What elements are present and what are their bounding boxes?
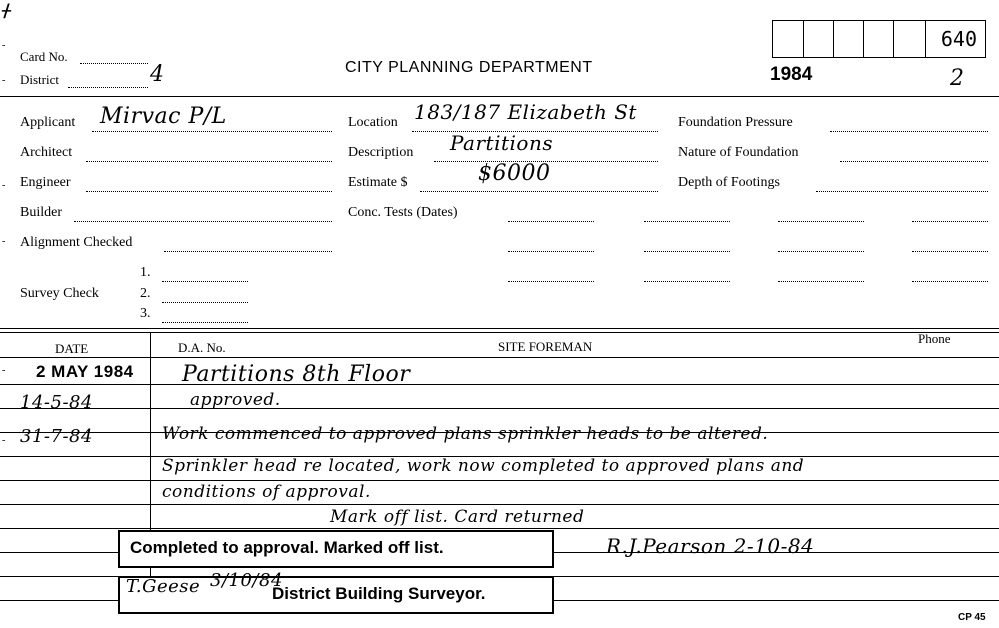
margin-tick: ‑ [2,40,6,51]
survey-num-1: 1. [140,265,151,280]
depth-footings-label: Depth of Footings [678,175,780,190]
year-label: 1984 [770,64,813,85]
row-date: 14-5-84 [20,392,93,413]
estimate-value: $6000 [478,161,551,186]
description-label: Description [348,145,414,160]
applicant-value: Mirvac P/L [100,104,227,129]
row-text: Sprinkler head re located, work now completed to approved plans and [162,456,805,476]
row-text: conditions of approval. [162,482,371,502]
location-value: 183/187 Elizabeth St [414,100,637,124]
date-header: DATE [55,341,89,356]
row-date: 2 MAY 1984 [36,362,134,381]
card-number-box [772,20,986,58]
applicant-label: Applicant [20,115,76,130]
row-text: Partitions 8th Floor [182,362,411,387]
district-line [68,87,148,88]
stamp-line-2: District Building Surveyor. [272,584,486,603]
foreman-header: SITE FOREMAN [498,339,593,354]
alignment-label: Alignment Checked [20,235,133,250]
row-date: 31-7-84 [20,426,93,447]
nature-foundation-label: Nature of Foundation [678,145,799,160]
row-text: approved. [190,390,281,410]
conc-tests-label: Conc. Tests (Dates) [348,205,458,220]
survey-num-3: 3. [140,306,151,321]
da-header: D.A. No. [178,340,226,355]
signature: R.J.Pearson 2-10-84 [606,534,815,558]
survey-num-2: 2. [140,286,151,301]
engineer-label: Engineer [20,175,71,190]
architect-label: Architect [20,145,73,160]
corner-mark: ᚋ [2,0,11,20]
row-text: Mark off list. Card returned [330,507,585,527]
district-label: District [20,72,59,87]
location-label: Location [348,115,398,130]
row-text: Work commenced to approved plans sprinkler heads to be altered. [162,424,769,444]
phone-header: Phone [918,331,951,346]
description-value: Partitions [450,131,554,155]
builder-label: Builder [20,205,62,220]
top-rule [0,96,999,97]
card-no-label: Card No. [20,49,68,64]
stamp-initials: T.Geese [126,576,201,597]
card-number: 640 [940,27,977,51]
survey-label: Survey Check [20,286,99,301]
stamp-date: 3/10/84 [210,570,283,591]
estimate-label: Estimate $ [348,175,408,190]
district-value: 4 [150,62,165,87]
stamp-line-1: Completed to approval. Marked off list. [130,538,444,557]
department-title: CITY PLANNING DEPARTMENT [345,59,593,76]
log-top-rule [0,328,999,329]
foundation-pressure-label: Foundation Pressure [678,115,793,130]
card-no-line [80,63,148,64]
card-sub-number: 2 [950,66,965,91]
form-code: CP 45 [958,612,986,623]
